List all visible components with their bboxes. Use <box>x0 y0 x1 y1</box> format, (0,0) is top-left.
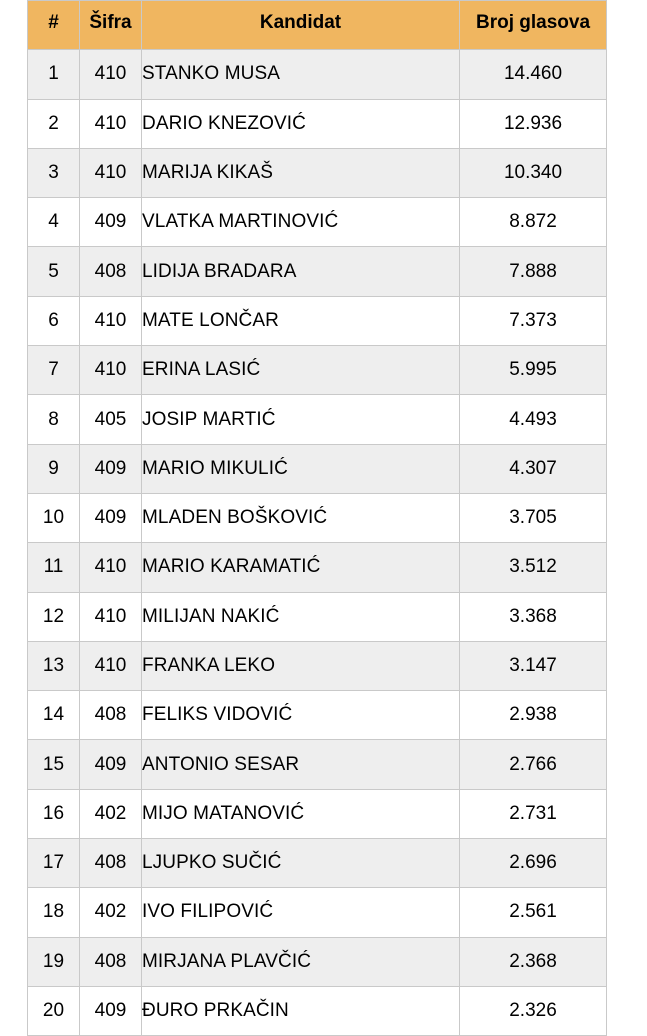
column-header-votes <box>460 1 607 50</box>
column-header-code-label: Šifra <box>89 12 132 34</box>
table-row <box>28 740 607 789</box>
cell-code: 408 <box>80 247 142 296</box>
table-row <box>28 888 607 937</box>
cell-rank: 11 <box>28 543 80 592</box>
cell-candidate: VLATKA MARTINOVIĆ <box>142 198 460 247</box>
cell-votes: 12.936 <box>460 99 607 148</box>
cell-votes: 2.731 <box>460 789 607 838</box>
cell-code: 410 <box>80 641 142 690</box>
table-row <box>28 543 607 592</box>
cell-votes: 2.766 <box>460 740 607 789</box>
table-row <box>28 346 607 395</box>
column-header-candidate <box>142 1 460 50</box>
column-header-votes-label: Broj glasova <box>475 12 591 34</box>
table-row <box>28 395 607 444</box>
cell-code: 402 <box>80 888 142 937</box>
cell-code: 408 <box>80 839 142 888</box>
cell-code: 410 <box>80 592 142 641</box>
table-row <box>28 789 607 838</box>
column-header-rank <box>28 1 80 50</box>
table-row <box>28 99 607 148</box>
cell-votes: 4.307 <box>460 444 607 493</box>
cell-candidate: MILIJAN NAKIĆ <box>142 592 460 641</box>
cell-code: 409 <box>80 493 142 542</box>
table-row <box>28 592 607 641</box>
table-header <box>28 1 607 50</box>
table-row <box>28 444 607 493</box>
cell-votes: 7.888 <box>460 247 607 296</box>
cell-code: 410 <box>80 346 142 395</box>
table-row <box>28 839 607 888</box>
cell-code: 410 <box>80 296 142 345</box>
cell-candidate: ĐURO PRKAČIN <box>142 986 460 1035</box>
cell-code: 402 <box>80 789 142 838</box>
candidate-results-table <box>27 0 607 1036</box>
cell-candidate: LIDIJA BRADARA <box>142 247 460 296</box>
cell-rank: 20 <box>28 986 80 1035</box>
cell-rank: 17 <box>28 839 80 888</box>
table-row <box>28 198 607 247</box>
column-header-candidate-label: Kandidat <box>259 12 342 34</box>
cell-candidate: LJUPKO SUČIĆ <box>142 839 460 888</box>
cell-code: 405 <box>80 395 142 444</box>
cell-candidate: DARIO KNEZOVIĆ <box>142 99 460 148</box>
cell-rank: 9 <box>28 444 80 493</box>
table-body <box>28 50 607 1036</box>
cell-rank: 14 <box>28 691 80 740</box>
cell-candidate: FELIKS VIDOVIĆ <box>142 691 460 740</box>
cell-candidate: MIJO MATANOVIĆ <box>142 789 460 838</box>
cell-rank: 2 <box>28 99 80 148</box>
cell-votes: 3.368 <box>460 592 607 641</box>
cell-candidate: ANTONIO SESAR <box>142 740 460 789</box>
table-row <box>28 296 607 345</box>
cell-candidate: MLADEN BOŠKOVIĆ <box>142 493 460 542</box>
cell-votes: 8.872 <box>460 198 607 247</box>
cell-candidate: FRANKA LEKO <box>142 641 460 690</box>
table-header-row <box>28 1 607 50</box>
table-row <box>28 247 607 296</box>
cell-code: 410 <box>80 148 142 197</box>
cell-rank: 7 <box>28 346 80 395</box>
cell-votes: 3.512 <box>460 543 607 592</box>
cell-rank: 12 <box>28 592 80 641</box>
table-row <box>28 691 607 740</box>
cell-code: 409 <box>80 740 142 789</box>
cell-candidate: MARIO MIKULIĆ <box>142 444 460 493</box>
cell-code: 409 <box>80 986 142 1035</box>
cell-candidate: MATE LONČAR <box>142 296 460 345</box>
column-header-rank-label: # <box>48 12 59 34</box>
table-row <box>28 937 607 986</box>
table-row <box>28 986 607 1035</box>
cell-votes: 14.460 <box>460 50 607 99</box>
cell-rank: 5 <box>28 247 80 296</box>
table-row <box>28 641 607 690</box>
cell-candidate: MARIO KARAMATIĆ <box>142 543 460 592</box>
cell-code: 410 <box>80 543 142 592</box>
cell-rank: 1 <box>28 50 80 99</box>
cell-votes: 10.340 <box>460 148 607 197</box>
cell-rank: 10 <box>28 493 80 542</box>
cell-code: 408 <box>80 937 142 986</box>
cell-code: 408 <box>80 691 142 740</box>
cell-candidate: STANKO MUSA <box>142 50 460 99</box>
cell-code: 409 <box>80 198 142 247</box>
cell-rank: 18 <box>28 888 80 937</box>
cell-rank: 4 <box>28 198 80 247</box>
cell-votes: 4.493 <box>460 395 607 444</box>
cell-candidate: IVO FILIPOVIĆ <box>142 888 460 937</box>
cell-candidate: JOSIP MARTIĆ <box>142 395 460 444</box>
cell-votes: 3.705 <box>460 493 607 542</box>
cell-rank: 15 <box>28 740 80 789</box>
cell-code: 410 <box>80 50 142 99</box>
table-row <box>28 493 607 542</box>
cell-rank: 13 <box>28 641 80 690</box>
cell-candidate: ERINA LASIĆ <box>142 346 460 395</box>
table-row <box>28 148 607 197</box>
cell-votes: 7.373 <box>460 296 607 345</box>
cell-votes: 2.696 <box>460 839 607 888</box>
cell-rank: 19 <box>28 937 80 986</box>
cell-candidate: MARIJA KIKAŠ <box>142 148 460 197</box>
cell-votes: 2.368 <box>460 937 607 986</box>
cell-code: 410 <box>80 99 142 148</box>
cell-candidate: MIRJANA PLAVČIĆ <box>142 937 460 986</box>
cell-rank: 6 <box>28 296 80 345</box>
table-row <box>28 50 607 99</box>
column-header-code <box>80 1 142 50</box>
cell-votes: 2.938 <box>460 691 607 740</box>
cell-votes: 2.561 <box>460 888 607 937</box>
cell-rank: 3 <box>28 148 80 197</box>
cell-votes: 2.326 <box>460 986 607 1035</box>
cell-votes: 5.995 <box>460 346 607 395</box>
cell-rank: 16 <box>28 789 80 838</box>
cell-rank: 8 <box>28 395 80 444</box>
cell-votes: 3.147 <box>460 641 607 690</box>
cell-code: 409 <box>80 444 142 493</box>
